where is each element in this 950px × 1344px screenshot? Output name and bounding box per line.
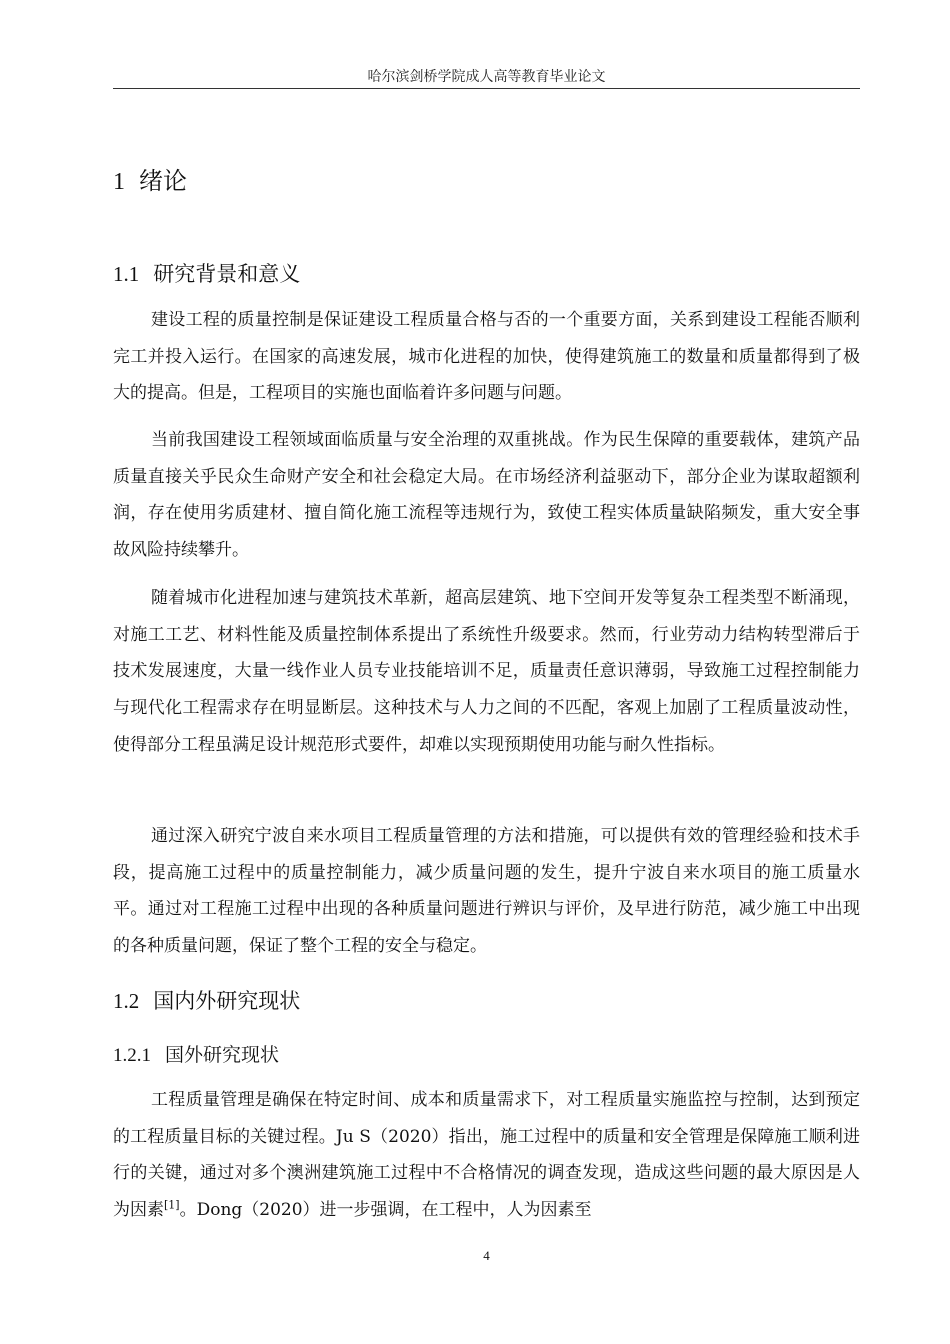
chapter-heading <box>113 164 187 199</box>
section-title: 国内外研究现状 <box>153 989 301 1013</box>
paragraph: 当前我国建设工程领域面临质量与安全治理的双重挑战。作为民生保障的重要载体，建筑产品质量直接关乎民众生命财产安全和社会稳定大局。在市场经济利益驱动下，部分企业为谋取超额利润，存在使用劣质建材、擅自简化施工流程等违规行为，致使工程实体质量缺陷频发，重大安全事故风险持续攀升。 <box>113 430 860 561</box>
paragraph: 建设工程的质量控制是保证建设工程质量合格与否的一个重要方面，关系到建设工程能否顺利完工并投入运行。在国家的高速发展，城市化进程的加快，使得建筑施工的数量和质量都得到了极大的提高。但是，工程项目的实施也面临着许多问题与问题。 <box>113 310 860 404</box>
section-number: 1.1 <box>113 262 140 286</box>
paragraph: 随着城市化进程加速与建筑技术革新，超高层建筑、地下空间开发等复杂工程类型不断涌现，对施工工艺、材料性能及质量控制体系提出了系统性升级要求。然而，行业劳动力结构转型滞后于技术发展速度，大量一线作业人员专业技能培训不足，质量责任意识薄弱，导致施工过程控制能力与现代化工程需求存在明显断层。这种技术与人力之间的不匹配，客观上加剧了工程质量波动性，使得部分工程虽满足设计规范形式要件，却难以实现预期使用功能与耐久性指标。 <box>113 588 860 755</box>
section-heading-1-1 <box>113 259 300 289</box>
paragraph-text: 。Dong（2020）进一步强调，在工程中，人为因素至 <box>179 1200 592 1221</box>
chapter-number: 1 <box>113 169 125 195</box>
subsection-number: 1.2.1 <box>113 1045 151 1066</box>
chapter-title: 绪论 <box>139 167 187 195</box>
section-number: 1.2 <box>113 989 140 1013</box>
section-heading-1-2 <box>113 986 300 1016</box>
paragraph: 通过深入研究宁波自来水项目工程质量管理的方法和措施，可以提供有效的管理经验和技术手段，提高施工过程中的质量控制能力，减少质量问题的发生，提升宁波自来水项目的施工质量水平。通过对工程施工过程中出现的各种质量问题进行辨识与评价，及早进行防范，减少施工中出现的各种质量问题，保证了整个工程的安全与稳定。 <box>113 826 860 957</box>
citation-mark[interactable]: [1] <box>164 1198 180 1212</box>
page-number: 4 <box>483 1248 490 1263</box>
header-divider <box>113 88 860 89</box>
paragraph-text: 工程质量管理是确保在特定时间、成本和质量需求下，对工程质量实施监控与控制，达到预定的工程质量目标的关键过程。Ju S（2020）指出，施工过程中的质量和安全管理是保障施工顺利进行的关键，通过对多个澳洲建筑施工过程中不合格情况的调查发现，造成这些问题的最大原因是人为因素 <box>113 1090 860 1221</box>
subsection-heading-1-2-1 <box>113 1041 279 1070</box>
subsection-title: 国外研究现状 <box>165 1044 280 1066</box>
running-header: 哈尔滨剑桥学院成人高等教育毕业论文 <box>367 69 606 85</box>
section-title: 研究背景和意义 <box>153 262 301 286</box>
paragraph <box>113 1082 860 1229</box>
